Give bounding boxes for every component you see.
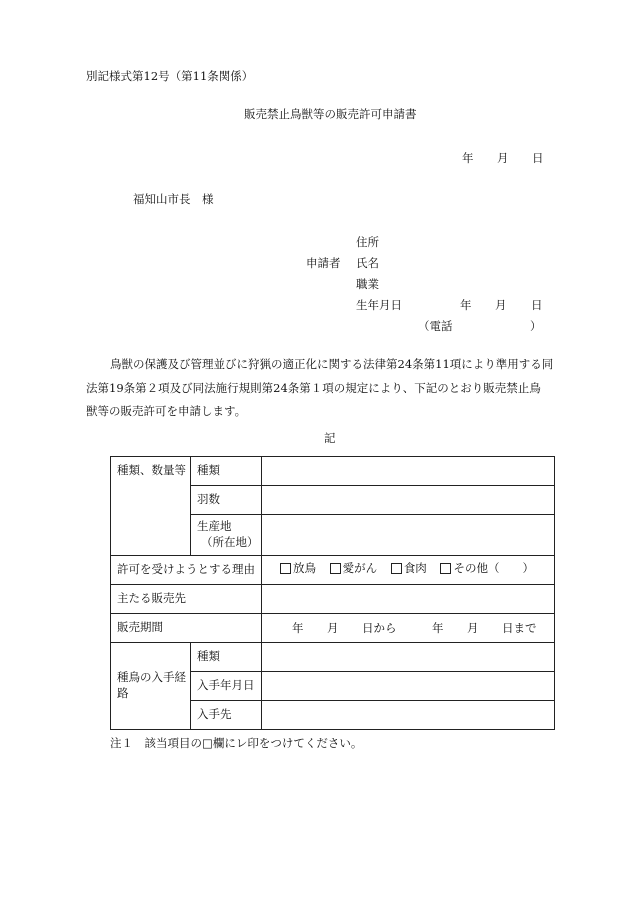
body-line-3: 獣等の販売許可を申請します。 (86, 404, 247, 418)
checkbox-icon[interactable] (391, 563, 402, 574)
species-group-label: 種類、数量等 (117, 463, 186, 477)
species-label: 種類 (191, 457, 262, 486)
applicant-birthdate: 生年月日 (356, 298, 402, 312)
sales-destination-field[interactable] (262, 585, 555, 614)
species-group-cell (111, 457, 191, 556)
route-date-label: 入手年月日 (191, 672, 262, 701)
count-label: 羽数 (191, 486, 262, 515)
option-meat[interactable] (391, 561, 427, 577)
form-number: 別記様式第12号（第11条関係） (86, 69, 254, 83)
period-day-to: 日まで (502, 621, 537, 635)
origin-location-label: （所在地） (201, 535, 259, 549)
period-month-from: 月 (327, 621, 339, 635)
option-release-label: 放鳥 (293, 561, 316, 576)
applicant-name: 氏名 (356, 256, 379, 270)
reason-options (262, 556, 555, 585)
origin-cell (191, 515, 262, 556)
sales-destination-label: 主たる販売先 (111, 585, 262, 614)
option-release[interactable] (280, 561, 316, 577)
option-pet-label: 愛がん (342, 561, 378, 576)
application-table (110, 456, 555, 730)
body-line-1: 鳥獣の保護及び管理並びに狩猟の適正化に関する法律第24条第11項により準用する同 (110, 357, 554, 371)
sales-period-field[interactable] (262, 614, 555, 643)
origin-field[interactable] (262, 515, 555, 556)
option-other[interactable] (440, 561, 534, 577)
option-pet[interactable] (330, 561, 378, 577)
route-species-field[interactable] (262, 643, 555, 672)
route-source-label: 入手先 (191, 701, 262, 730)
date-day: 日 (532, 151, 544, 165)
route-cell (111, 643, 191, 730)
option-other-label: その他（ ） (453, 561, 534, 576)
origin-label: 生産地 (197, 519, 232, 534)
birth-year: 年 (460, 298, 472, 312)
birth-month: 月 (495, 298, 507, 312)
species-field[interactable] (262, 457, 555, 486)
phone-open: （電話 (418, 319, 453, 333)
route-label-line1: 種鳥の入手経 (117, 670, 186, 685)
period-day-from: 日から (362, 621, 397, 635)
reason-label: 許可を受けようとする理由 (111, 556, 262, 585)
birth-day: 日 (531, 298, 543, 312)
period-year-to: 年 (432, 621, 444, 635)
date-year: 年 (462, 151, 474, 165)
ki-heading: 記 (324, 431, 336, 445)
count-field[interactable] (262, 486, 555, 515)
applicant-occupation: 職業 (356, 277, 379, 291)
route-label-line2: 路 (117, 686, 129, 700)
route-source-field[interactable] (262, 701, 555, 730)
checkbox-icon[interactable] (440, 563, 451, 574)
document-title: 販売禁止鳥獣等の販売許可申請書 (244, 107, 417, 121)
checkbox-icon[interactable] (330, 563, 341, 574)
period-month-to: 月 (467, 621, 479, 635)
sales-period-label: 販売期間 (111, 614, 262, 643)
period-year-from: 年 (292, 621, 304, 635)
note: 注１ 該当項目の□欄にレ印をつけてください。 (110, 736, 363, 750)
body-line-2: 法第19条第２項及び同法施行規則第24条第１項の規定により、下記のとおり販売禁止鳥 (86, 381, 541, 395)
applicant-address: 住所 (356, 235, 379, 249)
option-meat-label: 食肉 (403, 561, 427, 576)
route-date-field[interactable] (262, 672, 555, 701)
addressee: 福知山市長 様 (133, 192, 214, 206)
route-species-label: 種類 (191, 643, 262, 672)
checkbox-icon[interactable] (280, 563, 291, 574)
phone-close: ） (530, 319, 542, 333)
applicant-label: 申請者 (306, 256, 341, 270)
date-month: 月 (497, 151, 509, 165)
